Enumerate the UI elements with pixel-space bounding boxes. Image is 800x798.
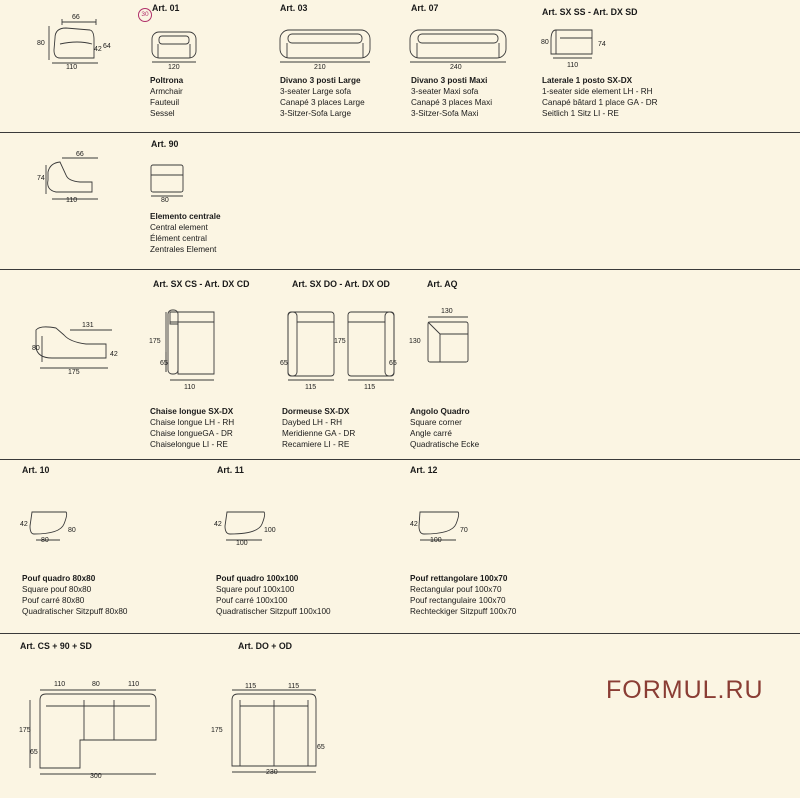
artaq-code: Art. AQ [427, 279, 458, 289]
artss-code: Art. SX SS - Art. DX SD [542, 7, 638, 17]
art12-w: 100 [430, 537, 442, 544]
artdo-text [282, 406, 355, 450]
artdo-en: Daybed LH - RH [282, 418, 343, 427]
art90-de: Zentrales Element [150, 245, 217, 254]
comp2-w1: 115 [245, 683, 257, 690]
art11-de: Quadratischer Sitzpuff 100x100 [216, 607, 331, 616]
art10-w: 80 [41, 537, 49, 544]
artcs-en: Chaise longue LH - RH [150, 418, 235, 427]
art07-en: 3-seater Maxi sofa [411, 87, 479, 96]
art01-fr: Fauteuil [150, 98, 180, 107]
comp2-d2: 65 [317, 744, 325, 751]
icon1-dim-h2: 64 [103, 43, 111, 50]
icon3-dim-l: 175 [68, 369, 80, 376]
artdo-d3: 65 [389, 360, 397, 367]
artcs-d1: 175 [149, 338, 161, 345]
art90-name: Elemento centrale [150, 212, 221, 221]
artcs-width: 110 [184, 384, 196, 391]
icon1-dim-d: 42 [94, 46, 102, 53]
artcs-code: Art. SX CS - Art. DX CD [153, 279, 250, 289]
comp1-d2: 65 [30, 749, 38, 756]
art01-de: Sessel [150, 109, 175, 118]
artss-name: Laterale 1 posto SX-DX [542, 76, 633, 85]
artcs-fr: Chaise longueGA - DR [150, 429, 233, 438]
art03-fr: Canapé 3 places Large [280, 98, 365, 107]
artcs-d2: 65 [160, 360, 168, 367]
art10-d: 80 [68, 527, 76, 534]
art01-text [150, 75, 183, 119]
art12-text [410, 573, 516, 617]
art10-fr: Pouf carré 80x80 [22, 596, 85, 605]
art01-width: 120 [168, 64, 180, 71]
icon1-dim-h: 80 [37, 40, 45, 47]
art11-name: Pouf quadro 100x100 [216, 574, 299, 583]
artaq-w: 130 [441, 308, 453, 315]
art01-name: Poltrona [150, 76, 184, 85]
art10-h: 42 [20, 521, 28, 528]
artaq-fr: Angle carré [410, 429, 452, 438]
artss-de: Seitlich 1 Sitz LI - RE [542, 109, 619, 118]
artdo-d2: 65 [280, 360, 288, 367]
comp2-code: Art. DO + OD [238, 641, 293, 651]
icon1-dim-w: 66 [72, 14, 80, 21]
art90-text [150, 211, 221, 255]
art01-badge: 30 [138, 8, 152, 22]
artdo-w2: 115 [364, 384, 376, 391]
icon3-dim-h: 80 [32, 345, 40, 352]
art10-de: Quadratischer Sitzpuff 80x80 [22, 607, 128, 616]
art01-en: Armchair [150, 87, 183, 96]
artdo-de: Recamiere LI - RE [282, 440, 350, 449]
art07-code: Art. 07 [411, 3, 439, 13]
icon2-dim-h: 74 [37, 175, 45, 182]
icon3-dim-w: 131 [82, 322, 94, 329]
comp1-w3: 110 [128, 681, 140, 688]
art07-fr: Canapé 3 places Maxi [411, 98, 493, 107]
artdo-w1: 115 [305, 384, 317, 391]
art11-fr: Pouf carré 100x100 [216, 596, 288, 605]
comp2-depth: 175 [211, 727, 223, 734]
artaq-h: 130 [409, 338, 421, 345]
art11-text [216, 573, 331, 617]
art03-de: 3-Sitzer-Sofa Large [280, 109, 351, 118]
artcs-de: Chaiselongue LI - RE [150, 440, 228, 449]
art03-en: 3-seater Large sofa [280, 87, 352, 96]
artdo-name: Dormeuse SX-DX [282, 407, 350, 416]
art01-code: Art. 01 [152, 3, 180, 13]
artaq-name: Angolo Quadro [410, 407, 470, 416]
artaq-en: Square corner [410, 418, 462, 427]
art12-d: 70 [460, 527, 468, 534]
art12-code: Art. 12 [410, 465, 438, 475]
artss-depth: 80 [541, 39, 549, 46]
brand-watermark: FORMUL.RU [606, 676, 764, 704]
art90-fr: Élément central [150, 234, 207, 243]
art07-width: 240 [450, 64, 462, 71]
art03-name: Divano 3 posti Large [280, 76, 361, 85]
art90-code: Art. 90 [151, 139, 179, 149]
art12-fr: Pouf rectangulaire 100x70 [410, 596, 506, 605]
icon1-dim-l: 110 [66, 64, 78, 71]
comp1-w2: 80 [92, 681, 100, 688]
artaq-text [410, 406, 479, 450]
art11-h: 42 [214, 521, 222, 528]
art10-text [22, 573, 127, 617]
art11-en: Square pouf 100x100 [216, 585, 295, 594]
art11-code: Art. 11 [217, 465, 244, 475]
icon2-dim-w: 66 [76, 151, 84, 158]
artss-en: 1-seater side element LH - RH [542, 87, 653, 96]
comp1-code: Art. CS + 90 + SD [20, 641, 92, 651]
artdo-fr: Meridienne GA - DR [282, 429, 356, 438]
artss-height: 74 [598, 41, 606, 48]
art90-width: 80 [161, 197, 169, 204]
artdo-code: Art. SX DO - Art. DX OD [292, 279, 390, 289]
art07-text [411, 75, 492, 119]
artss-text [542, 75, 658, 119]
artcs-name: Chaise longue SX-DX [150, 407, 234, 416]
art12-de: Rechteckiger Sitzpuff 100x70 [410, 607, 517, 616]
art03-width: 210 [314, 64, 326, 71]
artcs-text [150, 406, 234, 450]
comp1-depth: 175 [19, 727, 31, 734]
icon2-dim-l: 110 [66, 197, 78, 204]
art10-en: Square pouf 80x80 [22, 585, 92, 594]
art90-en: Central element [150, 223, 208, 232]
art03-text [280, 75, 365, 119]
art07-name: Divano 3 posti Maxi [411, 76, 488, 85]
artss-width: 110 [567, 62, 579, 69]
art11-d: 100 [264, 527, 276, 534]
artdo-d1: 175 [334, 338, 346, 345]
art03-code: Art. 03 [280, 3, 308, 13]
art12-h: 42 [410, 521, 418, 528]
art12-en: Rectangular pouf 100x70 [410, 585, 502, 594]
icon3-dim-d: 42 [110, 351, 118, 358]
art10-code: Art. 10 [22, 465, 50, 475]
art07-de: 3-Sitzer-Sofa Maxi [411, 109, 479, 118]
art11-w: 100 [236, 540, 248, 547]
comp2-total: 230 [266, 769, 278, 776]
artss-fr: Canapé bâtard 1 place GA - DR [542, 98, 658, 107]
artaq-de: Quadratische Ecke [410, 440, 480, 449]
art12-name: Pouf rettangolare 100x70 [410, 574, 508, 583]
comp1-w1: 110 [54, 681, 66, 688]
art10-name: Pouf quadro 80x80 [22, 574, 96, 583]
comp1-total: 300 [90, 773, 102, 780]
comp2-w2: 115 [288, 683, 300, 690]
